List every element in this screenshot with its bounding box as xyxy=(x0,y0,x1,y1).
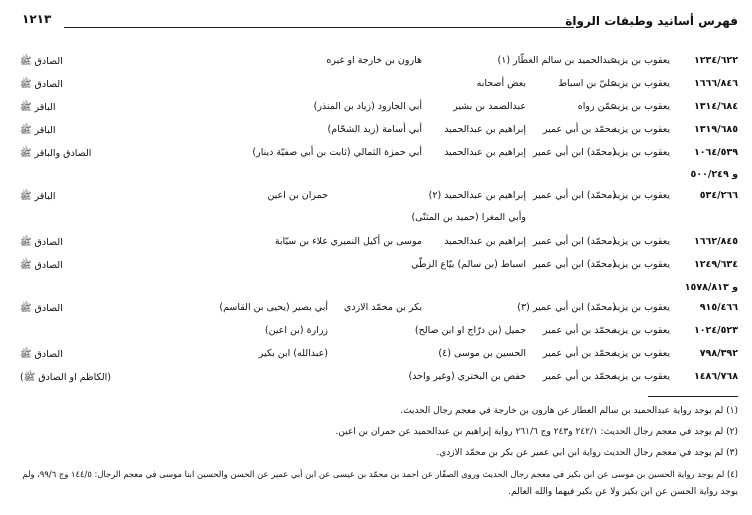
hadith-number: ١٦٦٢/٨٤٥ xyxy=(693,236,738,247)
isnad-row xyxy=(0,190,752,208)
transmitter-1: (محمّد) ابن أبي عمير (٣) xyxy=(517,302,616,313)
isnad-row xyxy=(0,124,752,142)
footnote: (١) لم يوجد رواية عبدالحميد بن سالم العطّار عن هارون بن خارجة في معجم رجال الحديث. xyxy=(400,406,738,416)
hadith-number: ١٠٢٤/٥٢٣ xyxy=(693,325,738,336)
hadith-number: ١٤٨٦/٧٦٨ xyxy=(693,371,738,382)
narrator: يعقوب بن يزيد xyxy=(612,236,670,247)
imam: الصادق ﷺ xyxy=(20,260,63,271)
transmitter-2: إبراهيم بن عبدالحميد xyxy=(444,124,526,135)
narrator: يعقوب بن يزيد xyxy=(612,259,670,270)
transmitter-3: أبي الجارود (زياد بن المنذر) xyxy=(313,101,422,112)
transmitter-4: زرارة (بن اعين) xyxy=(264,325,328,336)
isnad-row xyxy=(0,259,752,277)
isnad-row xyxy=(0,147,752,165)
transmitter-2: بعض أصحابه xyxy=(476,78,526,89)
footnote-continuation: يوجد رواية الحسن عن ابن بكير ولا عن بكير فيهما والله العالم. xyxy=(508,487,738,497)
transmitter-3: بكر بن محمّد الازدي xyxy=(343,302,422,313)
imam: الصادق ﷺ xyxy=(20,303,63,314)
imam: الصادق ﷺ xyxy=(20,79,63,90)
imam: الباقر ﷺ xyxy=(20,125,56,136)
transmitter-1: عبدالحميد بن سالم العطّار (١) xyxy=(497,55,616,66)
transmitter-1: محمّد بن أبي عمير xyxy=(542,371,616,382)
imam: الصادق ﷺ xyxy=(20,237,63,248)
hadith-number: ١٦٦٦/٨٤٦ xyxy=(693,78,738,89)
page-title: فهرس أسانيد وطبقات الرواة xyxy=(565,14,738,28)
narrator: يعقوب بن يزيد xyxy=(612,101,670,112)
narrator: يعقوب بن يزيد xyxy=(612,371,670,382)
hadith-number: ١٢٤٩/٦٣٤ xyxy=(693,259,738,270)
hadith-number: ١٣١٤/٦٨٤ xyxy=(693,101,738,112)
hadith-number: ١٣١٩/٦٨٥ xyxy=(693,124,738,135)
isnad-row xyxy=(0,101,752,119)
transmitter-3: أبي أسامة (زيد الشحّام) xyxy=(327,124,422,135)
isnad-row xyxy=(0,55,752,73)
transmitter-2: اسباط (بن سالم) بيّاع الزطّي xyxy=(411,259,526,270)
transmitter-2: حفص بن البختري (وغير واحد) xyxy=(408,371,526,382)
narrator: يعقوب بن يزيد xyxy=(612,55,670,66)
narrator: يعقوب بن يزيد xyxy=(612,190,670,201)
alternate-transmitter: وأبي المغرا (حميد بن المثنّى) xyxy=(411,212,526,223)
transmitter-2: الحسين بن موسى (٤) xyxy=(438,348,526,359)
transmitter-1: محمّد بن أبي عمير xyxy=(542,348,616,359)
footnote: (٢) لم يوجد في معجم رجال الحديث: ٢٤٢/١ و٢٤٣ وج ٢٦١/٦ رواية إبراهيم بن عبدالحميد عن حمران بن اعين. xyxy=(335,427,738,437)
transmitter-2: إبراهيم بن عبدالحميد xyxy=(444,236,526,247)
transmitter-1: (محمّد) ابن أبي عمير xyxy=(532,147,616,158)
narrator: يعقوب بن يزيد xyxy=(612,78,670,89)
volume-reference: و ٥٠٠/٢٤٩ xyxy=(690,169,738,180)
transmitter-3: أبي حمزة الثمالي (ثابت بن أبي صفيّة دينار) xyxy=(252,147,422,158)
transmitter-1: عليّ بن اسباط xyxy=(558,78,616,89)
hadith-number: ٧٩٨/٣٩٢ xyxy=(699,348,738,359)
narrator: يعقوب بن يزيد xyxy=(612,124,670,135)
transmitter-1: (محمّد) ابن أبي عمير xyxy=(532,236,616,247)
hadith-number: ٩١٥/٤٦٦ xyxy=(699,302,738,313)
isnad-row xyxy=(0,78,752,96)
transmitter-3: موسى بن أكيل النميري xyxy=(330,236,422,247)
imam: الصادق والباقر ﷺ xyxy=(20,148,92,159)
volume-reference: و ١٥٧٨/٨١٣ xyxy=(684,282,738,293)
imam: الباقر ﷺ xyxy=(20,191,56,202)
footnote-rule xyxy=(648,396,738,397)
transmitter-2: عبدالصمد بن بشير xyxy=(453,101,526,112)
transmitter-4: أبي بصير (يحيى بن القاسم) xyxy=(219,302,328,313)
transmitter-1: (محمّد) ابن أبي عمير xyxy=(532,259,616,270)
transmitter-3: هارون بن خارجة او غيره xyxy=(326,55,422,66)
page-number: ١٢١٣ xyxy=(22,12,52,26)
imam: الصادق ﷺ xyxy=(20,349,63,360)
hadith-number: ١٠٦٤/٥٣٩ xyxy=(693,147,738,158)
narrator: يعقوب بن يزيد xyxy=(612,325,670,336)
transmitter-1: محمّد بن أبي عمير xyxy=(542,124,616,135)
footnote: (٤) لم يوجد رواية الحسين بن موسى عن ابن بكير في معجم رجال الحديث وروى الصفّار عن احمد بن محمّد بن عيسى عن ابن أبي عمير عن الحسن والحسين ابنا موسى في معجم الرجال: ١٤٤/٥ وج ٩٩/٦، ولم xyxy=(22,469,738,479)
transmitter-4: علاء بن سيّابة xyxy=(274,236,328,247)
isnad-row xyxy=(0,302,752,320)
transmitter-2: إبراهيم بن عبدالحميد xyxy=(444,147,526,158)
imam: الصادق ﷺ xyxy=(20,56,63,67)
transmitter-4: حمران بن اعين xyxy=(267,190,328,201)
transmitter-2: جميل (بن درّاج او ابن صالح) xyxy=(414,325,526,336)
transmitter-4: (عبدالله) ابن بكير xyxy=(258,348,328,359)
hadith-number: ٥٣٤/٢٦٦ xyxy=(699,190,738,201)
footnote: (٣) لم يوجد في معجم رجال الحديث رواية ابن أبي عمير عن بكر بن محمّد الازدي. xyxy=(436,448,738,458)
narrator: يعقوب بن يزيد xyxy=(612,147,670,158)
transmitter-2: إبراهيم بن عبدالحميد (٢) xyxy=(428,190,526,201)
narrator: يعقوب بن يزيد xyxy=(612,348,670,359)
isnad-row xyxy=(0,236,752,254)
transmitter-1: (محمّد) ابن أبي عمير xyxy=(532,190,616,201)
imam: (الكاظم او الصادق ﷺ) xyxy=(20,372,112,383)
header-rule xyxy=(64,27,574,28)
narrator: يعقوب بن يزيد xyxy=(612,302,670,313)
isnad-row xyxy=(0,325,752,343)
transmitter-1: عمّن رواه xyxy=(577,101,616,112)
isnad-row xyxy=(0,371,752,389)
hadith-number: ١٢٣٤/٦٢٢ xyxy=(693,55,738,66)
isnad-row xyxy=(0,348,752,366)
imam: الباقر ﷺ xyxy=(20,102,56,113)
transmitter-1: محمّد بن أبي عمير xyxy=(542,325,616,336)
